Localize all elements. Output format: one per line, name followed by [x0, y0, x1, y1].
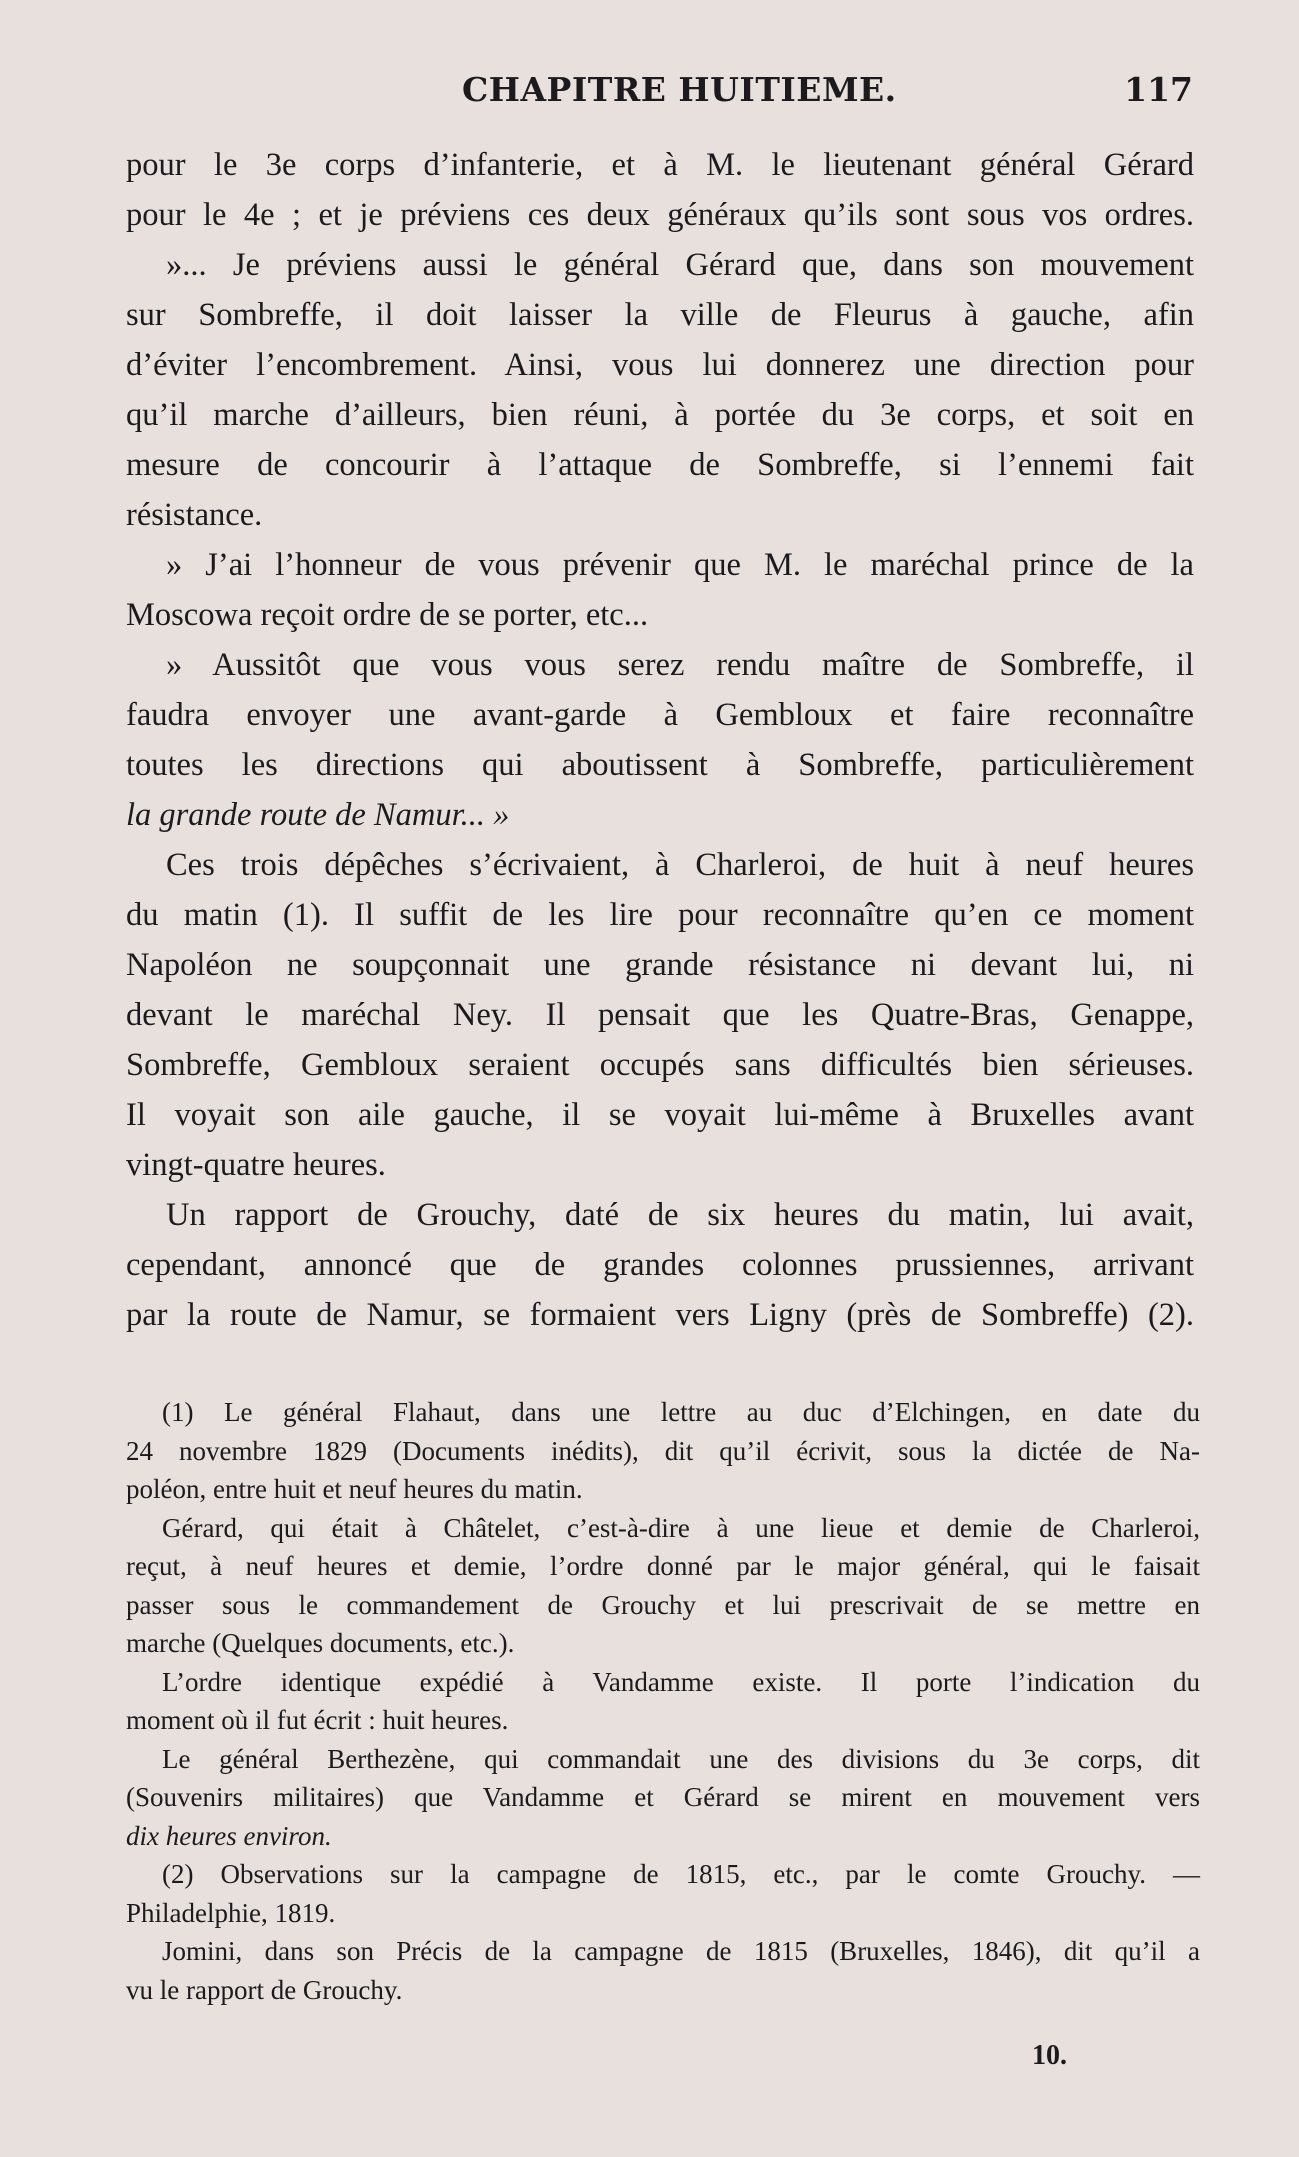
footnote-line: marche (Quelques documents, etc.).: [126, 1628, 515, 1658]
footnote-line: Gérard, qui était à Châtelet, c’est-à-dire à une lieue et demie de Charleroi,: [162, 1512, 1200, 1543]
text-line: devant le maréchal Ney. Il pensait que les Quatre-Bras, Genappe,: [126, 997, 1194, 1033]
footnotes: [126, 1393, 1200, 2009]
text-line: cependant, annoncé que de grandes colonnes prussiennes, arrivant: [126, 1247, 1194, 1283]
footnote-line: (1) Le général Flahaut, dans une lettre au duc d’Elchingen, en date du: [162, 1397, 1200, 1427]
text-line: Moscowa reçoit ordre de se porter, etc...: [126, 597, 649, 633]
text-line: par la route de Namur, se formaient vers Ligny (près de Sombreffe) (2).: [126, 1297, 1194, 1333]
footnote-line: dix heures environ.: [126, 1820, 332, 1851]
main-text: [126, 140, 1194, 1340]
footnote-line: (2) Observations sur la campagne de 1815, etc., par le comte Grouchy. —: [162, 1859, 1200, 1889]
footnote-line: Le général Berthezène, qui commandait une des divisions du 3e corps, dit: [162, 1743, 1200, 1774]
footnote-line: Philadelphie, 1819.: [126, 1897, 336, 1928]
footnote-line: passer sous le commandement de Grouchy et lui prescrivait de se mettre en: [126, 1589, 1200, 1620]
text-line: Un rapport de Grouchy, daté de six heures du matin, lui avait,: [166, 1197, 1194, 1233]
text-line: pour le 4e ; et je préviens ces deux généraux qu’ils sont sous vos ordres.: [126, 197, 1194, 233]
signature-mark: 10.: [1032, 2040, 1067, 2071]
text-line: mesure de concourir à l’attaque de Sombreffe, si l’ennemi fait: [126, 447, 1194, 483]
footnote-line: vu le rapport de Grouchy.: [126, 1974, 403, 2005]
text-line: Napoléon ne soupçonnait une grande résistance ni devant lui, ni: [126, 947, 1194, 983]
text-line: Il voyait son aile gauche, il se voyait lui-même à Bruxelles avant: [126, 1097, 1194, 1133]
footnote-line: reçut, à neuf heures et demie, l’ordre donné par le major général, qui le faisait: [126, 1551, 1200, 1581]
footnote-line: (Souvenirs militaires) que Vandamme et Gérard se mirent en mouvement vers: [126, 1782, 1200, 1812]
text-line: la grande route de Namur... »: [126, 797, 510, 833]
page-number: 117: [1124, 70, 1193, 109]
page-header: [0, 70, 1299, 120]
running-title: CHAPITRE HUITIEME.: [462, 70, 897, 109]
text-line: qu’il marche d’ailleurs, bien réuni, à portée du 3e corps, et soit en: [126, 397, 1194, 433]
text-line: Sombreffe, Gembloux seraient occupés sans difficultés bien sérieuses.: [126, 1047, 1194, 1083]
text-line: sur Sombreffe, il doit laisser la ville de Fleurus à gauche, afin: [126, 297, 1194, 333]
text-line: pour le 3e corps d’infanterie, et à M. le lieutenant général Gérard: [126, 147, 1194, 183]
text-line: toutes les directions qui aboutissent à Sombreffe, particulièrement: [126, 747, 1194, 783]
text-line: du matin (1). Il suffit de les lire pour reconnaître qu’en ce moment: [126, 897, 1194, 933]
footnote-line: poléon, entre huit et neuf heures du matin.: [126, 1474, 583, 1504]
text-line: » J’ai l’honneur de vous prévenir que M. le maréchal prince de la: [166, 547, 1194, 583]
footnote-line: Jomini, dans son Précis de la campagne de 1815 (Bruxelles, 1846), dit qu’il a: [162, 1936, 1200, 1966]
text-line: d’éviter l’encombrement. Ainsi, vous lui donnerez une direction pour: [126, 347, 1194, 383]
text-line: »... Je préviens aussi le général Gérard que, dans son mouvement: [166, 247, 1194, 283]
text-line: vingt-quatre heures.: [126, 1147, 386, 1183]
text-line: résistance.: [126, 497, 263, 533]
footnote-line: moment où il fut écrit : huit heures.: [126, 1705, 509, 1735]
text-line: » Aussitôt que vous vous serez rendu maître de Sombreffe, il: [166, 647, 1194, 683]
text-line: faudra envoyer une avant-garde à Gembloux et faire reconnaître: [126, 697, 1194, 733]
text-line: Ces trois dépêches s’écrivaient, à Charleroi, de huit à neuf heures: [166, 847, 1194, 883]
footnote-line: 24 novembre 1829 (Documents inédits), dit qu’il écrivit, sous la dictée de Na-: [126, 1435, 1200, 1466]
footnote-line: L’ordre identique expédié à Vandamme existe. Il porte l’indication du: [162, 1666, 1200, 1697]
